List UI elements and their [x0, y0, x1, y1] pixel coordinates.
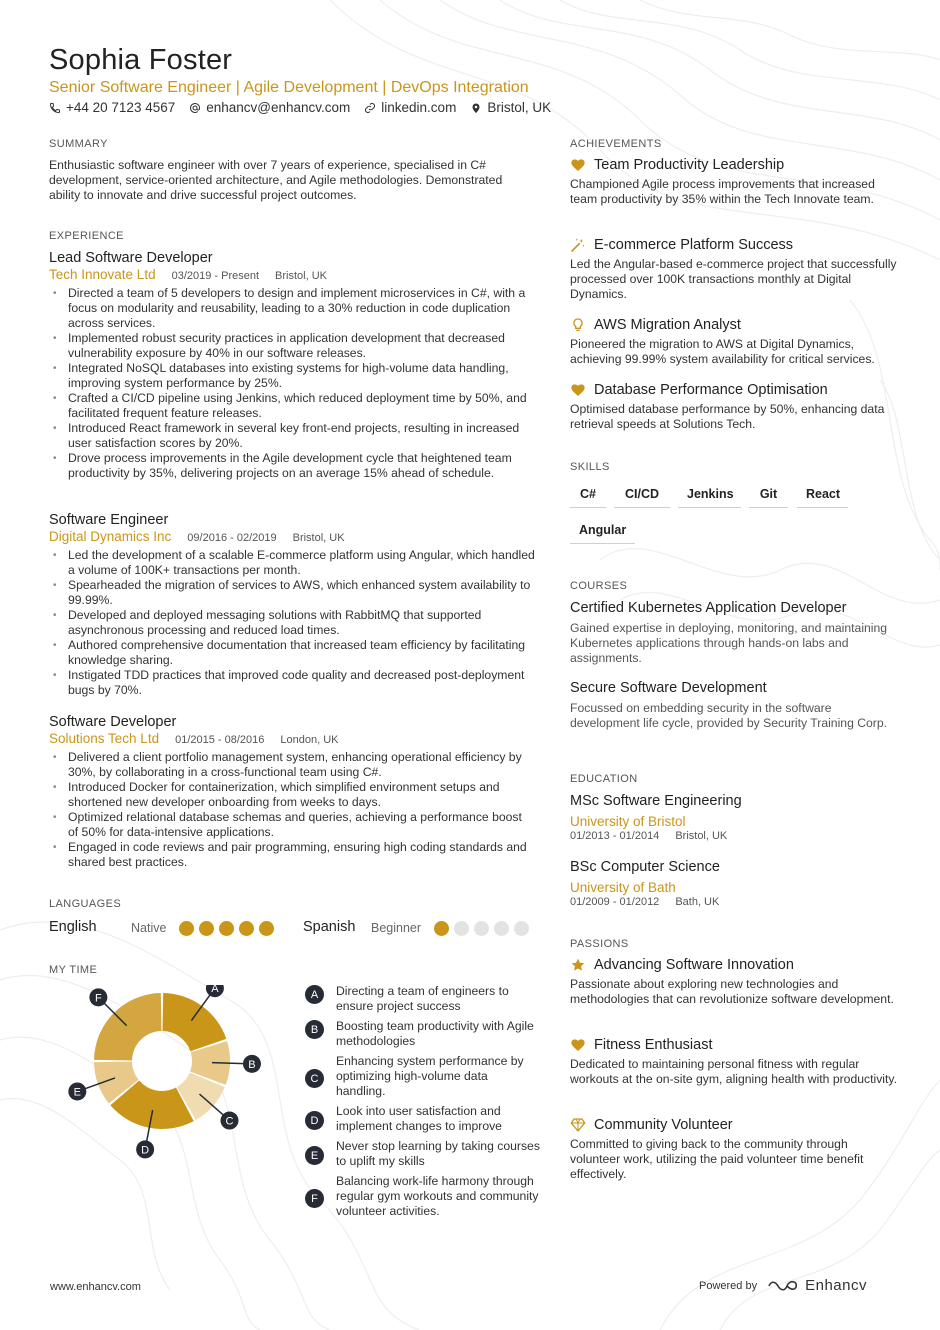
course-title: Secure Software Development — [570, 680, 767, 696]
magic-wand-icon — [570, 237, 586, 253]
passion-description: Passionate about exploring new technologies and methodologies that can revolutionize software development. — [570, 977, 894, 1006]
education-school: University of Bristol — [570, 814, 686, 829]
donut-label-text: E — [73, 1086, 81, 1099]
legend-item — [305, 1019, 540, 1049]
language-dots — [434, 921, 529, 936]
job-dates: 03/2019 - Present — [171, 270, 260, 282]
job-title: Software Engineer — [49, 512, 169, 528]
language-name: English — [49, 919, 97, 935]
passion-title: Fitness Enthusiast — [594, 1037, 713, 1053]
job-bullet: • Crafted a CI/CD pipeline using Jenkins, which reduced deployment time by 50%, and facilitated frequent feature releases. — [49, 391, 535, 421]
map-pin-icon — [470, 102, 482, 114]
passion-description: Committed to giving back to the community through volunteer work, utilizing the paid volunteer time benefit effectively. — [570, 1137, 864, 1181]
contact-location — [470, 100, 551, 115]
job-bullet: • Instigated TDD practices that improved code quality and decreased post-deployment bugs by 70%. — [49, 668, 535, 698]
job-dates: 01/2015 - 08/2016 — [175, 734, 265, 746]
lightbulb-icon — [570, 317, 586, 333]
donut-label-text: C — [225, 1115, 234, 1128]
enhancv-logo-icon — [767, 1278, 799, 1294]
skill-tag: React — [797, 487, 848, 508]
brand-logo[interactable] — [767, 1277, 867, 1294]
job-entry — [49, 250, 535, 481]
passion-item — [570, 1037, 900, 1087]
legend-item — [305, 1104, 540, 1134]
course-title: Certified Kubernetes Application Developer — [570, 600, 847, 616]
language-level: Beginner — [371, 921, 422, 935]
footer-branding — [699, 1277, 867, 1294]
my-time-donut-chart — [55, 985, 295, 1185]
job-bullets — [49, 548, 535, 698]
passion-title: Community Volunteer — [594, 1117, 733, 1133]
course-item — [570, 680, 900, 731]
phone-icon — [49, 102, 61, 114]
contact-email[interactable] — [189, 100, 350, 115]
legend-text: Never stop learning by taking courses to uplift my skills — [336, 1139, 540, 1168]
achievement-item — [570, 317, 900, 367]
brand-name: Enhancv — [805, 1277, 867, 1294]
skill-tag: CI/CD — [614, 487, 670, 508]
language-level-dot — [179, 921, 194, 936]
job-bullet: • Authored comprehensive documentation that increased team efficiency by facilitating knowledge sharing. — [49, 638, 535, 668]
job-bullet: • Engaged in code reviews and pair programming, ensuring high coding standards and shared best practices. — [49, 840, 535, 870]
donut-label-text: F — [94, 992, 102, 1005]
job-bullet: • Delivered a client portfolio management system, enhancing operational efficiency by 30%, by collaborating in a cross-functional team using C#. — [49, 750, 535, 780]
language-level-dot — [434, 921, 449, 936]
course-description: Focussed on embedding security in the software development life cycle, provided by Security Training Corp. — [570, 701, 888, 730]
language-name: Spanish — [303, 919, 356, 935]
summary-heading: SUMMARY — [49, 138, 108, 150]
education-dates: 01/2013 - 01/2014 — [570, 830, 660, 842]
language-level-dot — [494, 921, 509, 936]
language-level: Native — [131, 921, 167, 935]
donut-slice — [163, 993, 227, 1051]
contact-link[interactable] — [364, 100, 456, 115]
education-location: Bath, UK — [675, 896, 720, 908]
legend-key: B — [305, 1020, 324, 1039]
legend-item — [305, 1174, 540, 1219]
achievement-description: Championed Agile process improvements that increased team productivity by 35% within the Tech Innovate team. — [570, 177, 875, 206]
at-icon — [189, 102, 201, 114]
candidate-name: Sophia Foster — [49, 44, 233, 76]
passion-item — [570, 1117, 900, 1182]
donut-label-text: A — [211, 985, 219, 996]
language-level-dot — [514, 921, 529, 936]
summary-text: Enthusiastic software engineer with over 7 years of experience, specialised in C# development, service-oriented architecture, and Agile methodologies. Demonstrated ability to innovate and drive successful project outcomes. — [49, 158, 503, 202]
achievements-heading: ACHIEVEMENTS — [570, 138, 662, 150]
legend-key: C — [305, 1069, 324, 1088]
education-location: Bristol, UK — [675, 830, 728, 842]
job-bullet: • Optimized relational database schemas and queries, achieving a performance boost of 50% for data-intensive applications. — [49, 810, 535, 840]
language-level-dot — [259, 921, 274, 936]
job-bullet: • Drove process improvements in the Agile development cycle that heightened team productivity by 35%, delivering projects on an average 15% ahead of schedule. — [49, 451, 535, 481]
passions-heading: PASSIONS — [570, 938, 629, 950]
achievement-description: Optimised database performance by 50%, enhancing data retrieval speeds at Solutions Tech. — [570, 402, 885, 431]
job-bullet: • Developed and deployed messaging solutions with RabbitMQ that supported asynchronous processing and reduced load times. — [49, 608, 535, 638]
achievement-item — [570, 237, 900, 302]
skill-tag: Git — [749, 487, 788, 508]
skills-heading: SKILLS — [570, 461, 610, 473]
job-bullet: • Led the development of a scalable E-commerce platform using Angular, which handled a volume of 100K+ transactions per month. — [49, 548, 535, 578]
legend-text: Boosting team productivity with Agile methodologies — [336, 1019, 534, 1048]
education-school: University of Bath — [570, 880, 676, 895]
legend-key: F — [305, 1189, 324, 1208]
legend-item — [305, 1054, 540, 1099]
courses-heading: COURSES — [570, 580, 628, 592]
job-location: London, UK — [280, 734, 339, 746]
phone-number: +44 20 7123 4567 — [66, 100, 176, 115]
experience-heading: EXPERIENCE — [49, 230, 124, 242]
job-title: Lead Software Developer — [49, 250, 213, 266]
legend-text: Directing a team of engineers to ensure project success — [336, 984, 509, 1013]
my-time-heading: MY TIME — [49, 964, 98, 976]
job-bullet: • Introduced Docker for containerization, which simplified environment setups and shortened new developer onboarding from weeks to days. — [49, 780, 535, 810]
passion-item — [570, 957, 900, 1007]
job-bullets — [49, 750, 535, 870]
job-company: Tech Innovate Ltd — [49, 267, 156, 282]
achievement-title: Database Performance Optimisation — [594, 382, 828, 398]
achievement-title: Team Productivity Leadership — [594, 157, 785, 173]
location-text: Bristol, UK — [487, 100, 552, 115]
course-description: Gained expertise in deploying, monitoring, and maintaining Kubernetes applications through hands-on labs and assignments. — [570, 621, 888, 665]
legend-item — [305, 1139, 540, 1169]
skill-tag: Jenkins — [678, 487, 741, 508]
heart-icon — [570, 157, 586, 173]
passion-description: Dedicated to maintaining personal fitness with regular workouts at the on-site gym, aligning health with productivity. — [570, 1057, 897, 1086]
job-company: Digital Dynamics Inc — [49, 529, 172, 544]
contact-phone[interactable] — [49, 100, 175, 115]
link-icon — [364, 102, 376, 114]
job-bullet: • Directed a team of 5 developers to design and implement microservices in C#, with a focus on modularity and reusability, leading to a 30% reduction in code duplication across services. — [49, 286, 535, 331]
diamond-icon — [570, 1117, 586, 1133]
powered-by-label: Powered by — [699, 1279, 758, 1292]
education-dates: 01/2009 - 01/2012 — [570, 896, 660, 908]
email-address: enhancv@enhancv.com — [206, 100, 351, 115]
achievement-title: AWS Migration Analyst — [594, 317, 741, 333]
language-level-dot — [239, 921, 254, 936]
heart-icon — [570, 1037, 586, 1053]
heart-icon — [570, 382, 586, 398]
education-item — [570, 793, 900, 842]
skill-tag: Angular — [570, 523, 635, 544]
job-location: Bristol, UK — [292, 532, 345, 544]
star-icon — [570, 957, 586, 973]
donut-leader-line — [212, 1063, 244, 1064]
footer-website[interactable]: www.enhancv.com — [50, 1281, 141, 1293]
language-level-dot — [454, 921, 469, 936]
legend-text: Look into user satisfaction and implement changes to improve — [336, 1104, 502, 1133]
achievement-description: Pioneered the migration to AWS at Digital Dynamics, achieving 99.99% system availability for critical services. — [570, 337, 875, 366]
donut-label-text: D — [141, 1144, 150, 1157]
achievement-item — [570, 157, 900, 207]
job-company: Solutions Tech Ltd — [49, 731, 160, 746]
legend-key: E — [305, 1146, 324, 1165]
donut-label-text: B — [248, 1058, 256, 1071]
contact-bar — [49, 100, 551, 115]
legend-key: A — [305, 985, 324, 1004]
language-level-dot — [474, 921, 489, 936]
legend-text: Balancing work-life harmony through regular gym workouts and community volunteer activities. — [336, 1174, 539, 1218]
skill-tag: C# — [570, 487, 606, 508]
language-level-dot — [219, 921, 234, 936]
candidate-title: Senior Software Engineer | Agile Development | DevOps Integration — [49, 79, 529, 96]
passion-title: Advancing Software Innovation — [594, 957, 794, 973]
job-bullets — [49, 286, 535, 481]
education-heading: EDUCATION — [570, 773, 638, 785]
language-dots — [179, 921, 274, 936]
job-location: Bristol, UK — [275, 270, 327, 282]
linkedin-url: linkedin.com — [381, 100, 457, 115]
legend-key: D — [305, 1111, 324, 1130]
achievement-title: E-commerce Platform Success — [594, 237, 794, 253]
job-bullet: • Integrated NoSQL databases into existing systems for high-volume data handling, improving system performance by 25%. — [49, 361, 535, 391]
legend-item — [305, 984, 540, 1014]
legend-text: Enhancing system performance by optimizing high-volume data handling. — [336, 1054, 524, 1098]
achievement-description: Led the Angular-based e-commerce project that successfully processed over 100K transactions monthly at Digital Dynamics. — [570, 257, 897, 301]
education-degree: BSc Computer Science — [570, 859, 720, 875]
job-dates: 09/2016 - 02/2019 — [187, 532, 277, 544]
job-bullet: • Introduced React framework in several key front-end projects, resulting in increased user satisfaction scores by 20%. — [49, 421, 535, 451]
language-level-dot — [199, 921, 214, 936]
job-bullet: • Implemented robust security practices in application development that decreased vulnerability exposure by 40% in our software releases. — [49, 331, 535, 361]
education-degree: MSc Software Engineering — [570, 793, 742, 809]
languages-heading: LANGUAGES — [49, 898, 122, 910]
education-item — [570, 859, 900, 908]
achievement-item — [570, 382, 900, 432]
job-entry — [49, 512, 535, 698]
job-entry — [49, 714, 535, 870]
course-item — [570, 600, 900, 666]
job-bullet: • Spearheaded the migration of services to AWS, which enhanced system availability to 99.99%. — [49, 578, 535, 608]
job-title: Software Developer — [49, 714, 177, 730]
